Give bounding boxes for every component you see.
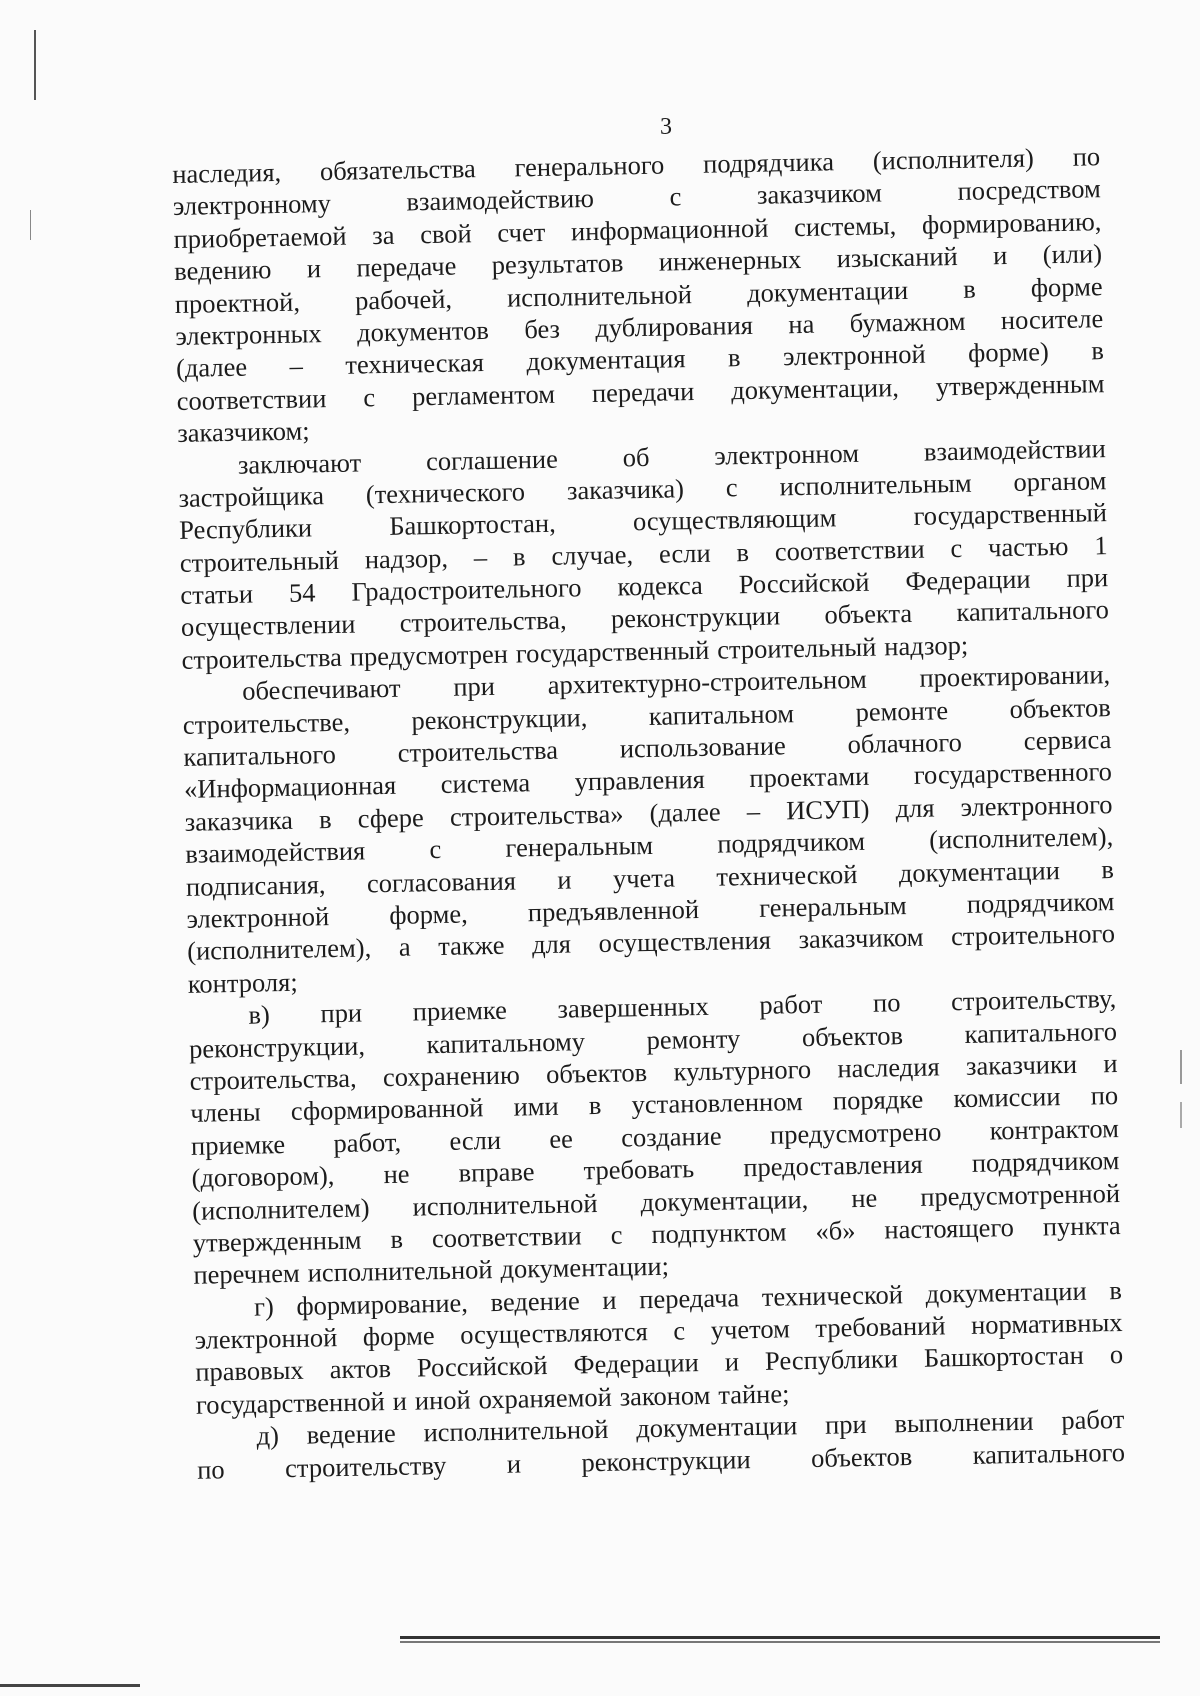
word: порядке [832, 1084, 924, 1116]
word: объектов [545, 1056, 648, 1089]
word: частью [987, 530, 1069, 563]
word: об [622, 441, 650, 472]
word: форме [362, 1320, 435, 1352]
word: капитальном [648, 697, 795, 731]
word: г) [253, 1290, 275, 1322]
word: приемке [190, 1128, 286, 1161]
word: и [602, 1284, 617, 1315]
word: кодекса [617, 569, 704, 602]
word: контроля; [187, 966, 298, 999]
word: обеспечивают [241, 672, 401, 706]
word: государственный [913, 497, 1108, 532]
word: застройщика [178, 480, 325, 513]
word: д) [256, 1420, 280, 1451]
word: форме) [967, 336, 1050, 369]
word: государственный [515, 634, 710, 669]
word: учетом [710, 1313, 791, 1345]
word: утвержденным [935, 367, 1105, 402]
word: техническая [345, 347, 485, 381]
word: иной [414, 1384, 471, 1416]
scan-artifact [400, 1641, 1160, 1643]
word: сервиса [1023, 724, 1112, 756]
word: работ, [333, 1126, 402, 1158]
word: с [429, 834, 442, 865]
word: Республики [764, 1343, 899, 1377]
word: документации [746, 274, 909, 308]
word: форме [1030, 270, 1103, 303]
word: за [371, 219, 395, 250]
word: с [610, 1219, 623, 1250]
word: подпунктом [651, 1216, 787, 1249]
word: реконструкции, [411, 701, 588, 736]
word: бумажном [849, 305, 966, 338]
word: заказчика) [566, 473, 685, 506]
word: предъявленной [527, 894, 700, 928]
word: использование [619, 730, 787, 764]
word: подрядчиком [971, 1145, 1120, 1178]
word: строительства» [449, 798, 624, 832]
word: с [669, 181, 682, 212]
word: управления [574, 764, 706, 797]
word: документации, [730, 371, 900, 406]
word: передача [638, 1281, 740, 1314]
word: на [788, 308, 815, 340]
word: посредством [957, 173, 1102, 207]
scan-artifact [30, 210, 31, 240]
word: строительству, [950, 983, 1117, 1017]
word: электронному [172, 188, 332, 222]
word: формирование, [296, 1287, 469, 1321]
word: вправе [458, 1156, 535, 1188]
word: не [850, 1182, 878, 1213]
word: проектной, [174, 286, 301, 319]
word: с [673, 1315, 686, 1346]
word: документации [925, 1275, 1087, 1309]
word: проектами [749, 761, 870, 794]
scan-artifact [1180, 1050, 1182, 1084]
word: дублирования [595, 309, 754, 343]
word: в [727, 342, 741, 373]
word: работ [1061, 1404, 1125, 1436]
word: учета [612, 862, 676, 894]
word: взаимодействия [185, 835, 366, 870]
word: завершенных [557, 991, 709, 1024]
word: Федерации [573, 1347, 700, 1380]
word: требовать [583, 1153, 695, 1186]
word: нормативных [970, 1307, 1123, 1340]
word: Башкортостан, [388, 508, 556, 542]
word: ремонту [646, 1022, 741, 1055]
word: перечнем [193, 1258, 301, 1291]
word: объектов [1009, 691, 1111, 724]
word: государственной [195, 1385, 386, 1420]
word: строительстве, [182, 706, 351, 740]
word: ремонте [855, 694, 949, 727]
word: в) [248, 999, 271, 1030]
word: электронном [714, 437, 860, 471]
word: пункта [1042, 1209, 1121, 1242]
word: Республики [178, 512, 313, 546]
word: предусмотрено [769, 1116, 942, 1150]
word: сохранению [382, 1059, 520, 1093]
word: передаче [356, 250, 457, 283]
word: генеральным [758, 890, 907, 923]
word: изысканий [836, 241, 958, 274]
word: капитального [972, 1436, 1126, 1470]
word: ведение [306, 1418, 397, 1450]
word: заказчиком; [176, 415, 310, 449]
word: органом [1013, 465, 1107, 497]
word: выполнении [894, 1405, 1034, 1439]
word: заказчика [184, 804, 294, 837]
word: носителе [1000, 303, 1104, 336]
word: и [306, 253, 322, 284]
word: по [1072, 141, 1101, 172]
word: охраняемой [478, 1381, 613, 1415]
word: работ [759, 988, 823, 1021]
word: передачи [591, 375, 695, 408]
word: объектов [801, 1019, 904, 1052]
word: капитальному [426, 1025, 586, 1059]
word: документации [898, 854, 1061, 888]
word: с [950, 532, 963, 563]
word: если [449, 1124, 502, 1156]
word: а [398, 931, 411, 963]
word: исполнительной [423, 1414, 609, 1448]
word: с [725, 472, 738, 503]
word: исполнительной [307, 1254, 493, 1288]
word: по [1090, 1080, 1119, 1111]
word: обязательства [319, 153, 476, 187]
word: проектировании, [919, 659, 1111, 693]
word: генерального [514, 149, 665, 183]
word: электронного [960, 788, 1113, 822]
word: исполнительным [779, 467, 972, 502]
word: облачного [847, 726, 963, 760]
word: – [473, 541, 488, 572]
word: в [390, 1223, 404, 1254]
word: регламентом [411, 378, 556, 412]
word: осуществляются [459, 1316, 649, 1350]
word: взаимодействию [406, 183, 595, 217]
word: документации, [640, 1183, 809, 1217]
word: члены [190, 1096, 261, 1129]
scan-artifact [400, 1636, 1160, 1639]
word: надзор; [883, 629, 969, 662]
word: ведение [490, 1285, 580, 1317]
word: строительства [181, 641, 343, 675]
word: генеральным [505, 830, 654, 863]
word: соглашение [425, 443, 559, 476]
word: без [523, 313, 561, 345]
word: капитального [964, 1015, 1118, 1049]
word: взаимодействии [923, 432, 1106, 467]
word: если [658, 537, 711, 569]
word: строительства, [399, 604, 567, 639]
word: (далее [175, 351, 248, 384]
word: подрядчика [702, 146, 835, 179]
word: наследия [837, 1051, 940, 1084]
word: подрядчиком [966, 886, 1115, 919]
word: документации; [500, 1250, 670, 1285]
scan-artifact [0, 1684, 140, 1687]
word: реконструкции, [188, 1030, 366, 1064]
word: системы, [793, 209, 897, 242]
word: строительству [284, 1449, 447, 1483]
word: электронной [782, 338, 926, 372]
word: информационной [570, 212, 769, 247]
word: счет [497, 216, 546, 248]
word: (исполнителя) [872, 142, 1035, 176]
word: государственного [913, 756, 1113, 791]
word: ими [513, 1091, 559, 1122]
word: электронной [186, 901, 330, 934]
word: соответствии [431, 1220, 582, 1254]
word: – [289, 350, 304, 382]
word: с [363, 381, 376, 413]
body-text [172, 140, 1125, 1486]
word: согласования [366, 865, 517, 898]
word: документации [635, 1410, 798, 1444]
word: и [392, 1385, 408, 1416]
word: в [736, 536, 750, 567]
word: не [383, 1158, 410, 1190]
word: также [437, 930, 505, 962]
word: и [992, 240, 1008, 271]
word: и [557, 864, 572, 895]
word: для [895, 792, 935, 824]
word: контрактом [989, 1112, 1120, 1146]
word: строительства [397, 734, 559, 768]
word: (или) [1042, 238, 1103, 270]
word: предусмотренной [920, 1177, 1121, 1212]
word: при [320, 997, 363, 1029]
word: архитектурно-строительном [547, 664, 867, 701]
word: Градостроительного [351, 572, 582, 607]
word: (исполнителем), [186, 932, 372, 967]
word: строительства, [189, 1062, 357, 1096]
page-number: 3 [660, 114, 672, 140]
word: рабочей, [354, 283, 453, 316]
word: электронной [194, 1322, 338, 1355]
word: надзор, [364, 542, 449, 575]
scan-artifact [34, 30, 36, 100]
word: исполнительной [506, 278, 693, 313]
word: электронных [175, 318, 322, 351]
word: система [440, 767, 531, 800]
word: осуществлении [180, 609, 356, 643]
word: ИСУП) [785, 793, 870, 826]
word: в [318, 803, 332, 835]
word: настоящего [884, 1211, 1015, 1245]
word: соответствии [774, 533, 925, 567]
word: ее [549, 1123, 574, 1154]
word: актов [329, 1353, 392, 1385]
word: при [1066, 562, 1109, 593]
word: для [531, 928, 572, 960]
word: при [824, 1409, 867, 1440]
word: наследия, [172, 156, 282, 189]
word: Российской [738, 566, 870, 600]
word: приемке [412, 994, 508, 1027]
word: ведению [173, 254, 272, 287]
word: статьи [180, 578, 254, 610]
word: Башкортостан [923, 1340, 1085, 1374]
word: (далее [649, 796, 721, 828]
word: Федерации [905, 563, 1031, 597]
word: заказчиком [756, 177, 883, 211]
word: технической [716, 858, 858, 892]
word: – [746, 795, 761, 826]
word: осуществляющим [632, 502, 837, 537]
word: в [1109, 1274, 1123, 1305]
word: (исполнителем) [191, 1191, 370, 1226]
word: установленном [631, 1086, 803, 1120]
word: в [588, 1090, 602, 1121]
word: подрядчиком [717, 826, 866, 859]
word: заказчиком [798, 922, 924, 955]
word: тайне; [718, 1378, 790, 1410]
word: при [453, 671, 496, 702]
word: капитального [183, 738, 337, 772]
word: 54 [288, 577, 316, 608]
word: и [506, 1448, 522, 1479]
word: в [512, 540, 526, 572]
word: сформированной [290, 1092, 484, 1127]
word: объекта [824, 598, 913, 631]
scan-artifact [1180, 1102, 1182, 1128]
word: технической [761, 1278, 904, 1312]
word: свой [419, 218, 472, 250]
word: и [724, 1346, 740, 1378]
word: исполнительной [412, 1187, 598, 1222]
word: результатов [491, 247, 624, 281]
word: в [1100, 853, 1115, 884]
word: культурного [673, 1053, 812, 1087]
word: по [196, 1453, 225, 1485]
word: правовых [195, 1355, 304, 1388]
word: в [962, 273, 976, 304]
word: инженерных [658, 244, 802, 277]
word: в [1091, 335, 1105, 366]
word: и [1103, 1047, 1118, 1079]
word: о [1109, 1339, 1124, 1370]
word: документов [356, 314, 490, 348]
word: предусмотрен [349, 638, 509, 672]
word: форме, [389, 898, 469, 930]
word: заказчики [965, 1048, 1078, 1081]
word: 1 [1094, 529, 1108, 561]
word: соответствии [176, 382, 327, 416]
word: подписания, [185, 868, 326, 902]
word: предоставления [742, 1148, 923, 1183]
word: по [872, 987, 901, 1018]
word: строительный [716, 631, 877, 665]
word: формированию, [921, 205, 1102, 240]
word: осуществления [598, 925, 772, 959]
word: (исполнителем), [928, 821, 1114, 855]
word: (технического [365, 476, 526, 510]
word: реконструкции [610, 600, 781, 635]
word: объектов [810, 1440, 913, 1473]
word: требований [815, 1310, 946, 1343]
word: Российской [416, 1350, 548, 1383]
word: утвержденным [192, 1224, 362, 1258]
word: законом [619, 1379, 711, 1412]
word: капитального [956, 594, 1110, 628]
word: случае, [551, 538, 634, 571]
word: реконструкции [581, 1443, 751, 1478]
word: комиссии [953, 1081, 1061, 1114]
word: (договором), [191, 1160, 335, 1193]
word: «б» [815, 1214, 856, 1246]
word: приобретаемой [173, 220, 347, 254]
word: строительный [179, 544, 340, 578]
word: «Информационная [183, 770, 397, 805]
word: сфере [357, 802, 425, 834]
word: строительного [950, 918, 1116, 952]
word: заключают [237, 446, 362, 480]
word: создание [620, 1120, 722, 1153]
word: документация [526, 343, 686, 377]
